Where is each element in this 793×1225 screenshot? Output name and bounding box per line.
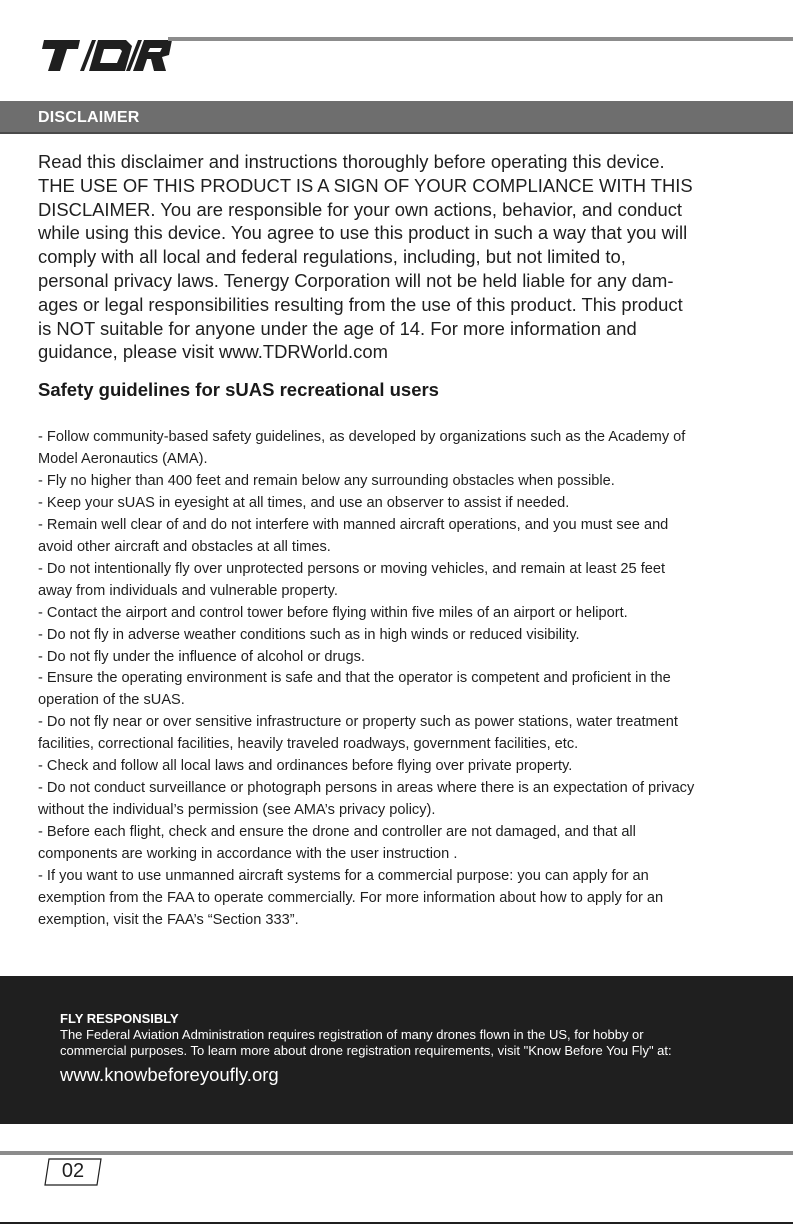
guideline-line: operation of the sUAS. [38, 692, 185, 709]
guidelines-heading: Safety guidelines for sUAS recreational users [38, 379, 439, 400]
page-number: 02 [61, 1160, 85, 1182]
disclaimer-line: is NOT suitable for anyone under the age of 14. For more information and [38, 317, 637, 339]
knowbeforeyoufly-link[interactable]: www.knowbeforeyoufly.org [60, 1064, 279, 1085]
guideline-line: away from individuals and vulnerable property. [38, 582, 338, 599]
fly-responsibly-box [0, 976, 793, 1124]
guideline-line: Model Aeronautics (AMA). [38, 450, 208, 467]
guideline-line: components are working in accordance with the user instruction . [38, 846, 458, 863]
guideline-line: - Do not fly in adverse weather conditions such as in high winds or reduced visibility. [38, 626, 580, 643]
page-header [0, 0, 793, 90]
fly-responsibly-text: commercial purposes. To learn more about drone registration requirements, visit "Know Before You Fly" at: [60, 1043, 672, 1058]
guideline-line: - Before each flight, check and ensure the drone and controller are not damaged, and that all [38, 824, 636, 841]
fly-responsibly-title: FLY RESPONSIBLY [60, 1011, 179, 1026]
disclaimer-line: personal privacy laws. Tenergy Corporation will not be held liable for any dam- [38, 269, 674, 291]
guideline-line: facilities, correctional facilities, heavily traveled roadways, government facilities, etc. [38, 736, 579, 753]
tdr-logo [34, 37, 174, 73]
guideline-line: exemption, visit the FAA’s “Section 333”. [38, 911, 299, 928]
guideline-line: - Ensure the operating environment is safe and that the operator is competent and proficient in the [38, 670, 671, 687]
guideline-line: - Follow community-based safety guidelines, as developed by organizations such as the Academy of [38, 429, 686, 445]
disclaimer-line: while using this device. You agree to use this product in such a way that you will [38, 222, 688, 244]
bottom-rule [0, 1222, 793, 1224]
guidelines-list [38, 427, 768, 932]
guideline-line: - Remain well clear of and do not interfere with manned aircraft operations, and you must see and [38, 516, 669, 533]
disclaimer-line: DISCLAIMER. You are responsible for your own actions, behavior, and conduct [38, 198, 683, 220]
guideline-line: - Keep your sUAS in eyesight at all times, and use an observer to assist if needed. [38, 494, 570, 511]
footer-rule [0, 1151, 793, 1155]
guideline-line: - Do not fly under the influence of alcohol or drugs. [38, 648, 365, 665]
disclaimer-line: ages or legal responsibilities resulting from the use of this product. This product [38, 293, 683, 315]
guideline-line: - Do not intentionally fly over unprotected persons or moving vehicles, and remain at least 25 feet [38, 560, 666, 577]
guideline-line: - If you want to use unmanned aircraft systems for a commercial purpose: you can apply for an [38, 868, 649, 885]
guideline-line: - Check and follow all local laws and ordinances before flying over private property. [38, 758, 573, 775]
disclaimer-line: guidance, please visit www.TDRWorld.com [38, 341, 388, 363]
guideline-line: - Do not fly near or over sensitive infrastructure or property such as power stations, water treatment [38, 714, 678, 731]
guideline-line: avoid other aircraft and obstacles at all times. [38, 538, 331, 555]
section-bar [0, 101, 793, 134]
section-title: DISCLAIMER [38, 109, 140, 126]
guideline-line: - Do not conduct surveillance or photograph persons in areas where there is an expectation of privacy [38, 780, 695, 797]
guideline-line: - Fly no higher than 400 feet and remain below any surrounding obstacles when possible. [38, 472, 615, 489]
disclaimer-line: comply with all local and federal regulations, including, but not limited to, [38, 246, 626, 268]
disclaimer-line: Read this disclaimer and instructions thoroughly before operating this device. [38, 151, 665, 172]
guideline-line: without the individual’s permission (see AMA’s privacy policy). [38, 802, 436, 819]
header-rule [168, 37, 793, 41]
guideline-line: exemption from the FAA to operate commercially. For more information about how to apply for an [38, 890, 664, 907]
guideline-line: - Contact the airport and control tower before flying within five miles of an airport or heliport. [38, 604, 628, 621]
disclaimer-line: THE USE OF THIS PRODUCT IS A SIGN OF YOUR COMPLIANCE WITH THIS [38, 174, 693, 196]
disclaimer-text [38, 150, 758, 364]
fly-responsibly-text: The Federal Aviation Administration requires registration of many drones flown in the US, for hobby or [60, 1027, 644, 1042]
